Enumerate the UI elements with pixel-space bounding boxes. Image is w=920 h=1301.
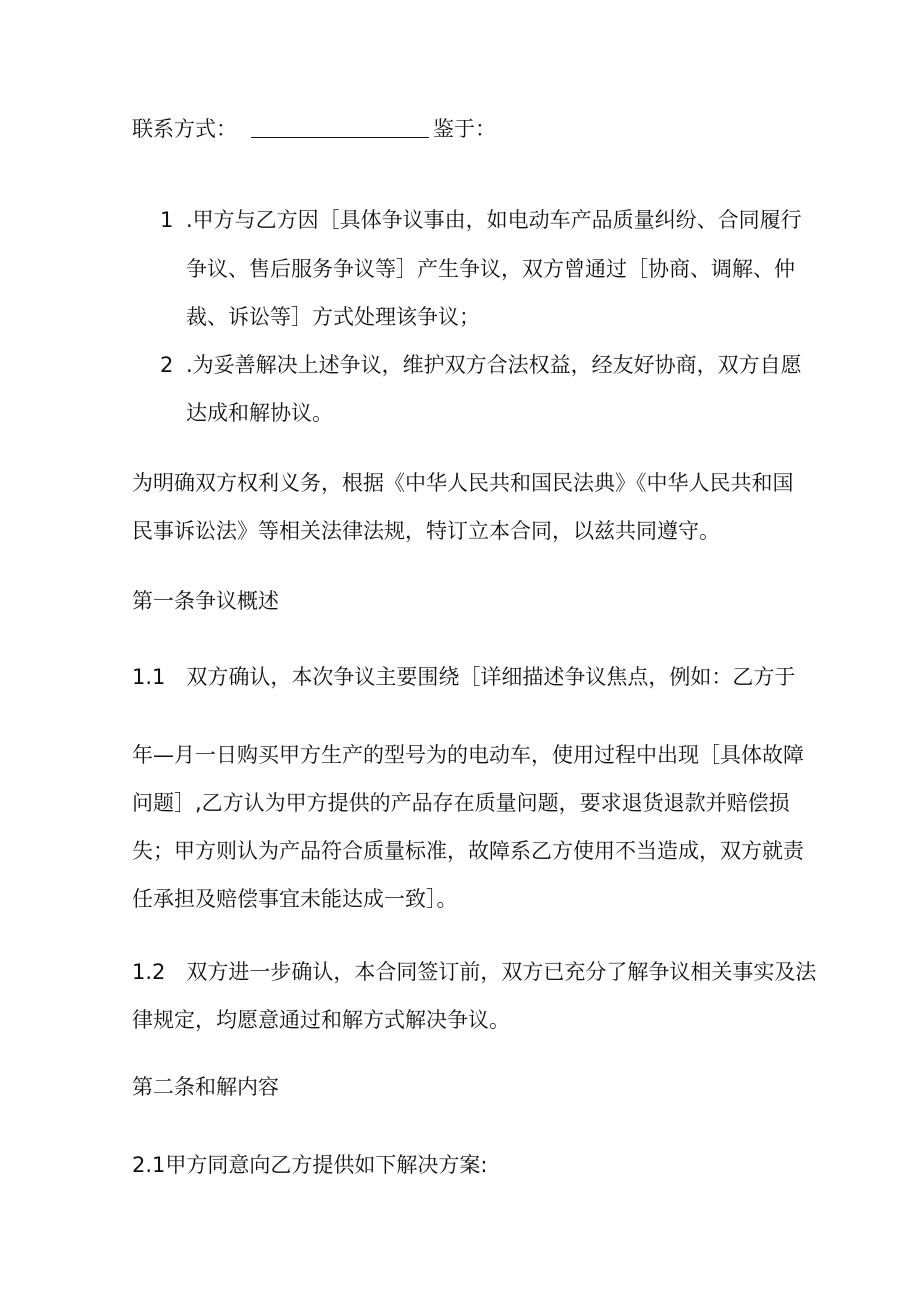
recital-1-line-1: .甲方与乙方因［具体争议事由，如电动车产品质量纠纷、合同履行 (186, 208, 802, 232)
contact-blank-field (251, 117, 429, 138)
recital-number-1: 1 (160, 208, 174, 232)
clause-1-2-line-1: 1.2 双方进一步确认，本合同签订前，双方已充分了解争议相关事实及法 (132, 960, 817, 984)
clause-2-1: 2.1甲方同意向乙方提供如下解决方案: (132, 1153, 488, 1177)
basis-line-2: 民事诉讼法》等相关法律法规，特订立本合同，以兹共同遵守。 (132, 519, 720, 543)
clause-1-1-line-3: 问题］,乙方认为甲方提供的产品存在质量问题，要求退货退款并赔偿损 (132, 791, 790, 815)
recital-2-line-2: 达成和解协议。 (186, 401, 333, 425)
recital-number-2: 2 (160, 353, 174, 377)
clause-1-1-line-4: 失；甲方则认为产品符合质量标准，故障系乙方使用不当造成，双方就责 (132, 839, 804, 863)
article-1-heading: 第一条争议概述 (132, 589, 279, 613)
recital-1-line-3: 裁、诉讼等］方式处理该争议； (186, 305, 480, 329)
clause-1-1-line-2: 年—月一日购买甲方生产的型号为的电动车，使用过程中出现［具体故障 (132, 743, 804, 767)
basis-line-1: 为明确双方权利义务，根据《中华人民共和国民法典》《中华人民共和国 (132, 471, 794, 495)
article-2-heading: 第二条和解内容 (132, 1075, 279, 1099)
recital-2-line-1: .为妥善解决上述争议，维护双方合法权益，经友好协商，双方自愿 (186, 353, 802, 377)
clause-1-1-line-1: 1.1 双方确认，本次争议主要围绕［详细描述争议焦点，例如：乙方于 (132, 665, 796, 689)
contact-line (132, 114, 496, 144)
contact-label: 联系方式： (132, 117, 237, 141)
clause-1-1-line-5: 任承担及赔偿事宜未能达成一致］。 (132, 887, 458, 911)
clause-1-2-line-2: 律规定，均愿意通过和解方式解决争议。 (132, 1008, 510, 1032)
whereas-label: 鉴于： (433, 117, 496, 141)
recital-1-line-2: 争议、售后服务争议等］产生争议，双方曾通过［协商、调解、仲 (186, 257, 795, 281)
